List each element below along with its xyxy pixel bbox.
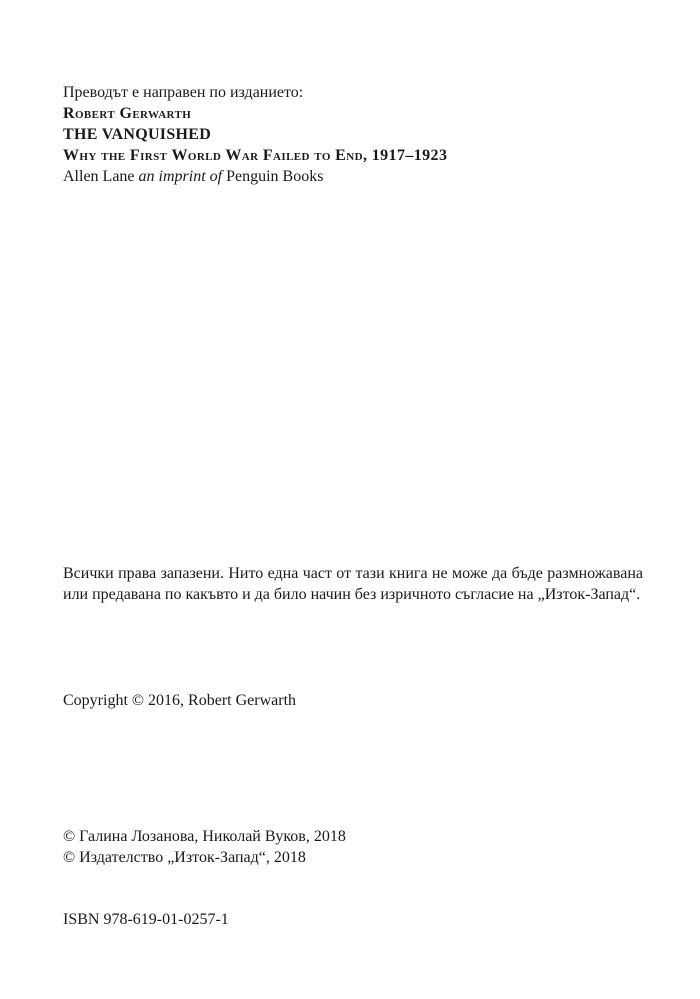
original-edition-intro: Преводът е направен по изданието:: [63, 84, 304, 101]
original-publisher: [63, 166, 663, 187]
publisher-copyright: © Издателство „Изток-Запад“, 2018: [63, 849, 306, 866]
publisher-name: Allen Lane: [63, 168, 139, 185]
rights-notice: Всички права запазени. Нито една част от тази книга не може да бъде размножавана или предавана по какъвто и да било начин без изричното съгласие на „Изток-Запад“.: [63, 565, 643, 603]
original-title: THE VANQUISHED: [63, 126, 212, 143]
translator-copyright: © Галина Лозанова, Николай Вуков, 2018: [63, 828, 346, 845]
translation-credits: [63, 826, 663, 868]
original-edition-block: [63, 82, 663, 187]
original-subtitle: Why the First World War Failed to End, 1917–1923: [63, 147, 448, 164]
original-author: Robert Gerwarth: [63, 105, 192, 122]
original-copyright: Copyright © 2016, Robert Gerwarth: [63, 692, 297, 709]
publisher-parent: Penguin Books: [222, 168, 324, 185]
publisher-imprint-label: an imprint of: [138, 168, 223, 185]
isbn: ISBN 978-619-01-0257-1: [63, 911, 229, 928]
